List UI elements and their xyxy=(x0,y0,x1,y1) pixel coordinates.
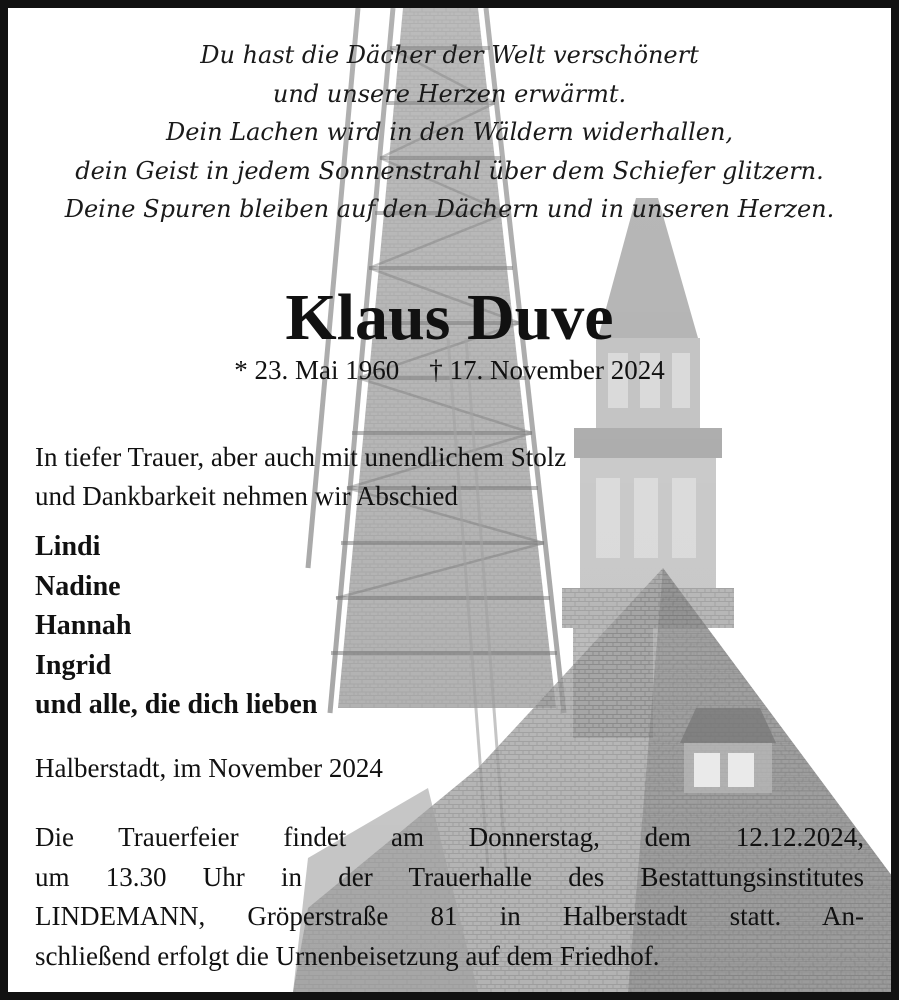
funeral-line: LINDEMANN, Gröperstraße 81 in Halberstadt statt. An- xyxy=(35,901,864,931)
funeral-line: Die Trauerfeier findet am Donnerstag, dem 12.12.2024, xyxy=(35,822,864,852)
poem-line: dein Geist in jedem Sonnenstrahl über dem Schiefer glitzern. xyxy=(75,156,824,185)
family-member: Lindi xyxy=(35,531,101,562)
intro-line: In tiefer Trauer, aber auch mit unendlichem Stolz xyxy=(35,442,567,472)
memorial-poem xyxy=(8,36,891,229)
family-member: und alle, die dich lieben xyxy=(35,689,318,720)
funeral-line: schließend erfolgt die Urnenbeisetzung auf dem Friedhof. xyxy=(35,940,660,971)
poem-line: und unsere Herzen erwärmt. xyxy=(272,79,627,108)
funeral-details xyxy=(35,818,864,976)
mourning-intro xyxy=(35,438,835,516)
deceased-name: Klaus Duve xyxy=(285,281,614,354)
life-dates xyxy=(8,352,891,388)
family-member: Hannah xyxy=(35,610,132,641)
family-member: Ingrid xyxy=(35,649,112,681)
family-list xyxy=(35,527,635,725)
poem-line: Deine Spuren bleiben auf den Dächern und in unseren Herzen. xyxy=(64,195,835,223)
funeral-line: um 13.30 Uhr in der Trauerhalle des Bestattungsinstitutes xyxy=(35,861,864,892)
poem-line: Du hast die Dächer der Welt verschönert xyxy=(200,41,699,69)
notice-content xyxy=(8,8,891,992)
family-member: Nadine xyxy=(35,570,121,602)
poem-line: Dein Lachen wird in den Wäldern widerhallen, xyxy=(165,118,734,146)
intro-line: und Dankbarkeit nehmen wir Abschied xyxy=(35,481,458,511)
birth-date: * 23. Mai 1960 xyxy=(234,355,400,385)
place-and-date: Halberstadt, im November 2024 xyxy=(35,753,383,783)
death-date: † 17. November 2024 xyxy=(429,355,665,385)
